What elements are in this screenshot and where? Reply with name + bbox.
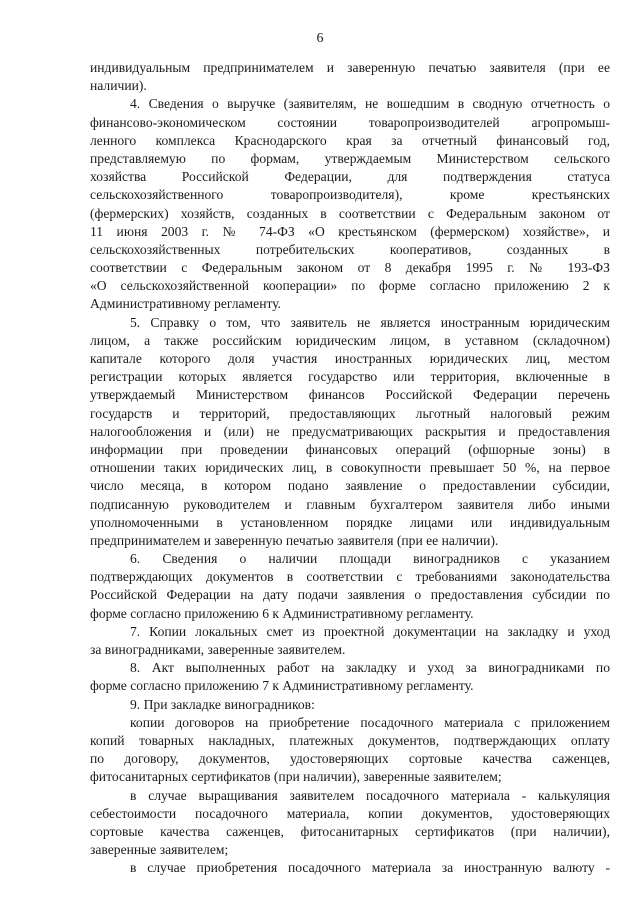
text-line: за виноградниками, заверенные заявителем.: [90, 642, 346, 657]
text-line: форме согласно приложению 6 к Административному регламенту.: [90, 605, 474, 621]
text-line: лицом, а также российским юридическим лицом, в уставном (складочном): [90, 332, 610, 348]
text-line: 5. Справку о том, что заявитель не является иностранным юридическим: [130, 314, 610, 330]
text-line: предпринимателем и заверенную печатью заявителя (при ее наличии).: [90, 532, 499, 548]
text-line: Административному регламенту.: [90, 296, 282, 312]
text-line: финансово-экономическом состоянии товаропроизводителей агропромыш-: [90, 114, 610, 130]
text-line: индивидуальным предпринимателем и заверенную печатью заявителя (при ее: [90, 60, 610, 75]
text-line: сельскохозяйственных потребительских кооперативов, созданных в: [90, 241, 610, 257]
page-number: 6: [316, 31, 324, 46]
text-line: утверждаемый Министерством финансов Российской Федерации перечень: [90, 387, 610, 403]
text-line: подписанную руководителем и главным бухгалтером заявителя либо иными: [90, 496, 610, 512]
text-line: налогообложения и (или) не предусматривающих раскрытия и предоставления: [90, 423, 610, 439]
text-line: фитосанитарных сертификатов (при наличии), заверенные заявителем;: [90, 769, 502, 785]
text-line: копии договоров на приобретение посадочного материала с приложением: [130, 714, 610, 730]
text-line: (фермерских) хозяйств, созданных в соответствии с Федеральным законом от: [90, 205, 610, 221]
text-line: государств и территорий, предоставляющих льготный налоговый режим: [90, 405, 610, 421]
text-line: копий товарных накладных, платежных документов, подтверждающих оплату: [90, 732, 610, 748]
text-line: Российской Федерации на дату подачи заявления о предоставления субсидии по: [90, 587, 610, 603]
document-body: [90, 59, 610, 877]
text-line: отношении таких юридических лиц, в совокупности превышает 50 %, на первое: [90, 460, 610, 476]
text-line: в случае приобретения посадочного материала за иностранную валюту -: [130, 860, 610, 876]
text-line: по договору, документов, удостоверяющих сортовые качества саженцев,: [90, 751, 610, 767]
text-line: число месяца, в котором подано заявление о предоставлении субсидии,: [90, 478, 610, 494]
text-line: сельскохозяйственного товаропроизводителя), кроме крестьянских: [90, 187, 610, 203]
text-line: информации при проведении финансовых операций (офшорные зоны) в: [90, 441, 610, 457]
text-line: хозяйства Российской Федерации, для подтверждения статуса: [90, 169, 610, 185]
text-line: подтверждающих документов в соответствии с требованиями законодательства: [90, 569, 610, 585]
text-line: регистрации которых является государство или территория, включенные в: [90, 369, 610, 385]
text-line: заверенные заявителем;: [90, 842, 229, 858]
text-line: наличии).: [90, 78, 147, 94]
text-line: 11 июня 2003 г. № 74-ФЗ «О крестьянском (фермерском) хозяйстве», и: [90, 223, 610, 239]
text-line: себестоимости посадочного материала, копии документов, удостоверяющих: [90, 805, 610, 821]
text-line: капитале которого доля участия иностранных юридических лиц, местом: [90, 351, 610, 366]
text-line: соответствии с Федеральным законом от 8 декабря 1995 г. № 193-ФЗ: [90, 260, 610, 276]
text-line: ленного комплекса Краснодарского края за отчетный финансовый год,: [90, 132, 610, 148]
text-line: сортовые качества саженцев, фитосанитарных сертификатов (при наличии),: [90, 823, 610, 839]
text-line: 4. Сведения о выручке (заявителям, не вошедшим в сводную отчетность о: [130, 96, 610, 112]
text-line: 9. При закладке виноградников:: [130, 696, 315, 712]
text-line: 8. Акт выполненных работ на закладку и уход за виноградниками по: [130, 660, 610, 676]
text-line: представляемую по формам, утверждаемым Министерством сельского: [90, 150, 610, 166]
text-line: «О сельскохозяйственной кооперации» по форме согласно приложению 2 к: [90, 278, 610, 294]
text-line: в случае выращивания заявителем посадочного материала - калькуляция: [130, 787, 610, 803]
text-line: 7. Копии локальных смет из проектной документации на закладку и уход: [130, 623, 610, 639]
text-line: форме согласно приложению 7 к Административному регламенту.: [90, 678, 474, 694]
text-line: уполномоченными в установленном порядке лицами или индивидуальным: [90, 514, 610, 530]
text-line: 6. Сведения о наличии площади виноградников с указанием: [130, 551, 610, 567]
